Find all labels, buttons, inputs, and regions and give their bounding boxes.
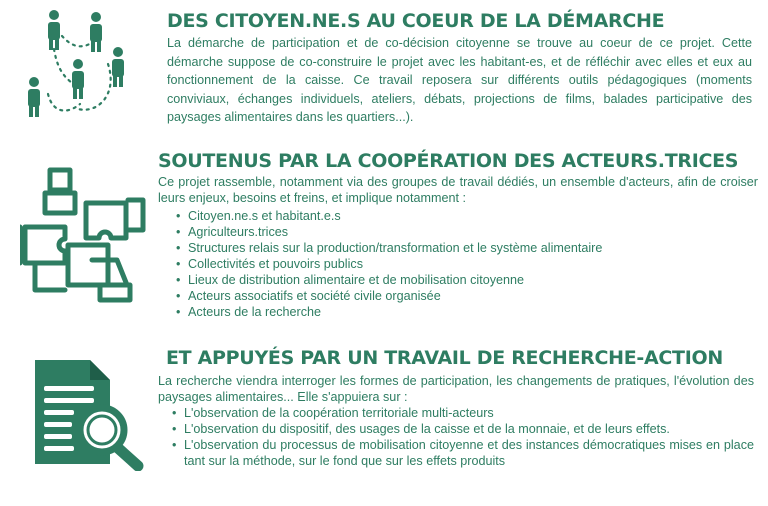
section-title: SOUTENUS PAR LA COOPÉRATION DES ACTEURS.TRICES (158, 150, 739, 172)
section-title: ET APPUYÉS PAR UN TRAVAIL DE RECHERCHE-ACTION (166, 347, 723, 369)
list-item: • Structures relais sur la production/transformation et le système alimentaire (176, 240, 758, 256)
section-recherche (158, 347, 754, 469)
list-item: • L'observation du processus de mobilisation citoyenne et des instances démocratiques mises en place tant sur la méthode, sur le fond que sur les effets produits (172, 437, 754, 469)
section-citoyens (167, 10, 752, 127)
list-item: • Acteurs associatifs et société civile organisée (176, 288, 758, 304)
section-text: La démarche de participation et de co-décision citoyenne se trouve au coeur de ce projet. Cette démarche suppose de co-construire le projet avec les habitant-es, et de réfléchir avec elles et eux au fonctionnement de la caisse. Ce travail reposera sur différents outils pédagogiques (moments conviviaux, échanges individuels, ateliers, débats, projections de films, balades participative des paysages alimentaires dans les quartiers...). (167, 36, 752, 125)
people-network-icon (18, 4, 148, 124)
list-item: • Collectivités et pouvoirs publics (176, 256, 758, 272)
section-text: Ce projet rassemble, notamment via des groupes de travail dédiés, un ensemble d'acteurs, afin de croiser leurs enjeux, besoins et freins, et implique notamment : (158, 175, 758, 205)
section-title: DES CITOYEN.NE.S AU COEUR DE LA DÉMARCHE (167, 10, 665, 32)
list-item: • Acteurs de la recherche (176, 304, 758, 320)
research-list (172, 405, 754, 469)
list-item: • Citoyen.ne.s et habitant.e.s (176, 208, 758, 224)
section-cooperation (158, 150, 758, 320)
document-search-icon (30, 356, 145, 471)
list-item: • L'observation de la coopération territoriale multi-acteurs (172, 405, 754, 421)
list-item: • L'observation du dispositif, des usages de la caisse et de la monnaie, et de leurs effets. (172, 421, 754, 437)
list-item: • Agriculteurs.trices (176, 224, 758, 240)
section-text: La recherche viendra interroger les formes de participation, les changements de pratiques, l'évolution des paysages alimentaires... Elle s'appuiera sur : (158, 374, 754, 404)
list-item: • Lieux de distribution alimentaire et de mobilisation citoyenne (176, 272, 758, 288)
puzzle-hands-icon (20, 165, 150, 305)
actors-list (176, 208, 758, 320)
